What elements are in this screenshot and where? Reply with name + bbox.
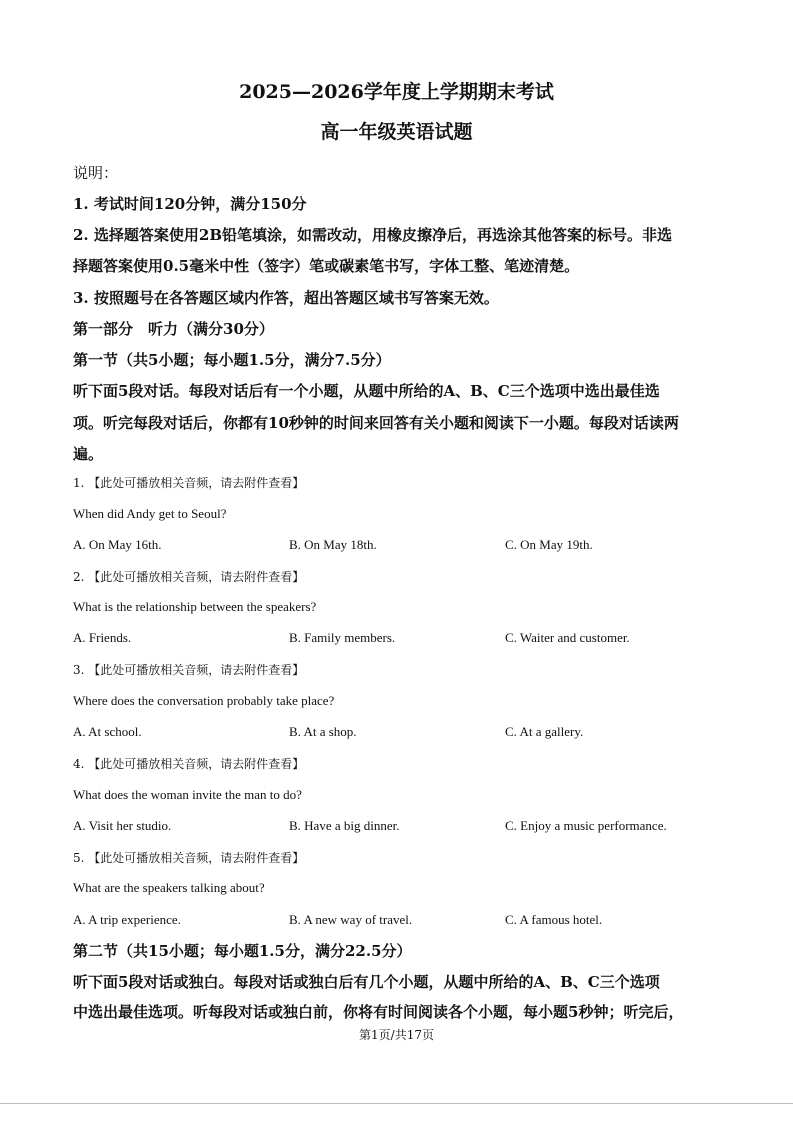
question-text: Where does the conversation probably take place? [73, 693, 335, 708]
option-c: C. On May 19th. [505, 537, 593, 552]
option-a: A. A trip experience. [73, 912, 181, 927]
audio-placeholder[interactable]: 2. 【此处可播放相关音频，请去附件查看】 [73, 570, 305, 584]
exam-subtitle: 高一年级英语试题 [320, 121, 473, 143]
instruction-line: 3. 按照题号在各答题区域内作答，超出答题区域书写答案无效。 [73, 289, 499, 307]
option-a: A. On May 16th. [73, 537, 162, 552]
option-a: A. Friends. [73, 630, 132, 645]
instructions-heading: 说明： [73, 164, 119, 182]
audio-placeholder[interactable]: 3. 【此处可播放相关音频，请去附件查看】 [73, 663, 305, 677]
option-c: C. Enjoy a music performance. [505, 818, 667, 833]
section1-directions: 遍。 [73, 445, 104, 463]
option-c: C. A famous hotel. [505, 912, 603, 927]
section1-title: 第一节（共5小题；每小题1.5分，满分7.5分） [73, 351, 391, 369]
section2-directions: 中选出最佳选项。听每段对话或独白前，你将有时间阅读各个小题，每小题5秒钟；听完后， [73, 1003, 684, 1021]
question-text: What is the relationship between the speakers? [73, 599, 317, 614]
section2-title: 第二节（共15小题；每小题1.5分，满分22.5分） [73, 942, 412, 960]
instruction-line: 择题答案使用0.5毫米中性（签字）笔或碳素笔书写，字体工整、笔迹清楚。 [73, 257, 580, 275]
audio-placeholder[interactable]: 5. 【此处可播放相关音频，请去附件查看】 [73, 851, 305, 865]
option-c: C. Waiter and customer. [505, 630, 630, 645]
option-c: C. At a gallery. [505, 724, 584, 739]
option-b: B. Family members. [289, 630, 396, 645]
question-text: What does the woman invite the man to do? [73, 787, 302, 802]
exam-title: 2025—2026学年度上学期期末考试 [239, 81, 554, 103]
section1-directions: 项。听完每段对话后，你都有10秒钟的时间来回答有关小题和阅读下一小题。每段对话读两 [73, 414, 679, 432]
option-b: B. A new way of travel. [289, 912, 413, 927]
instruction-line: 1. 考试时间120分钟，满分150分 [73, 195, 307, 213]
option-a: A. At school. [73, 724, 142, 739]
audio-placeholder[interactable]: 4. 【此处可播放相关音频，请去附件查看】 [73, 757, 305, 771]
option-b: B. Have a big dinner. [289, 818, 400, 833]
question-text: When did Andy get to Seoul? [73, 506, 227, 521]
page-number: 第1页/共17页 [359, 1028, 434, 1042]
page-bottom-divider [0, 1103, 793, 1104]
section2-directions: 听下面5段对话或独白。每段对话或独白后有几个小题，从题中所给的A、B、C三个选项 [73, 973, 660, 991]
section1-directions: 听下面5段对话。每段对话后有一个小题，从题中所给的A、B、C三个选项中选出最佳选 [73, 382, 660, 400]
audio-placeholder[interactable]: 1. 【此处可播放相关音频，请去附件查看】 [73, 476, 305, 490]
option-b: B. On May 18th. [289, 537, 377, 552]
question-text: What are the speakers talking about? [73, 880, 265, 895]
instruction-line: 2. 选择题答案使用2B铅笔填涂，如需改动，用橡皮擦净后，再选涂其他答案的标号。非选 [73, 226, 673, 244]
part1-title: 第一部分 听力（满分30分） [73, 320, 274, 338]
option-b: B. At a shop. [289, 724, 357, 739]
option-a: A. Visit her studio. [73, 818, 172, 833]
